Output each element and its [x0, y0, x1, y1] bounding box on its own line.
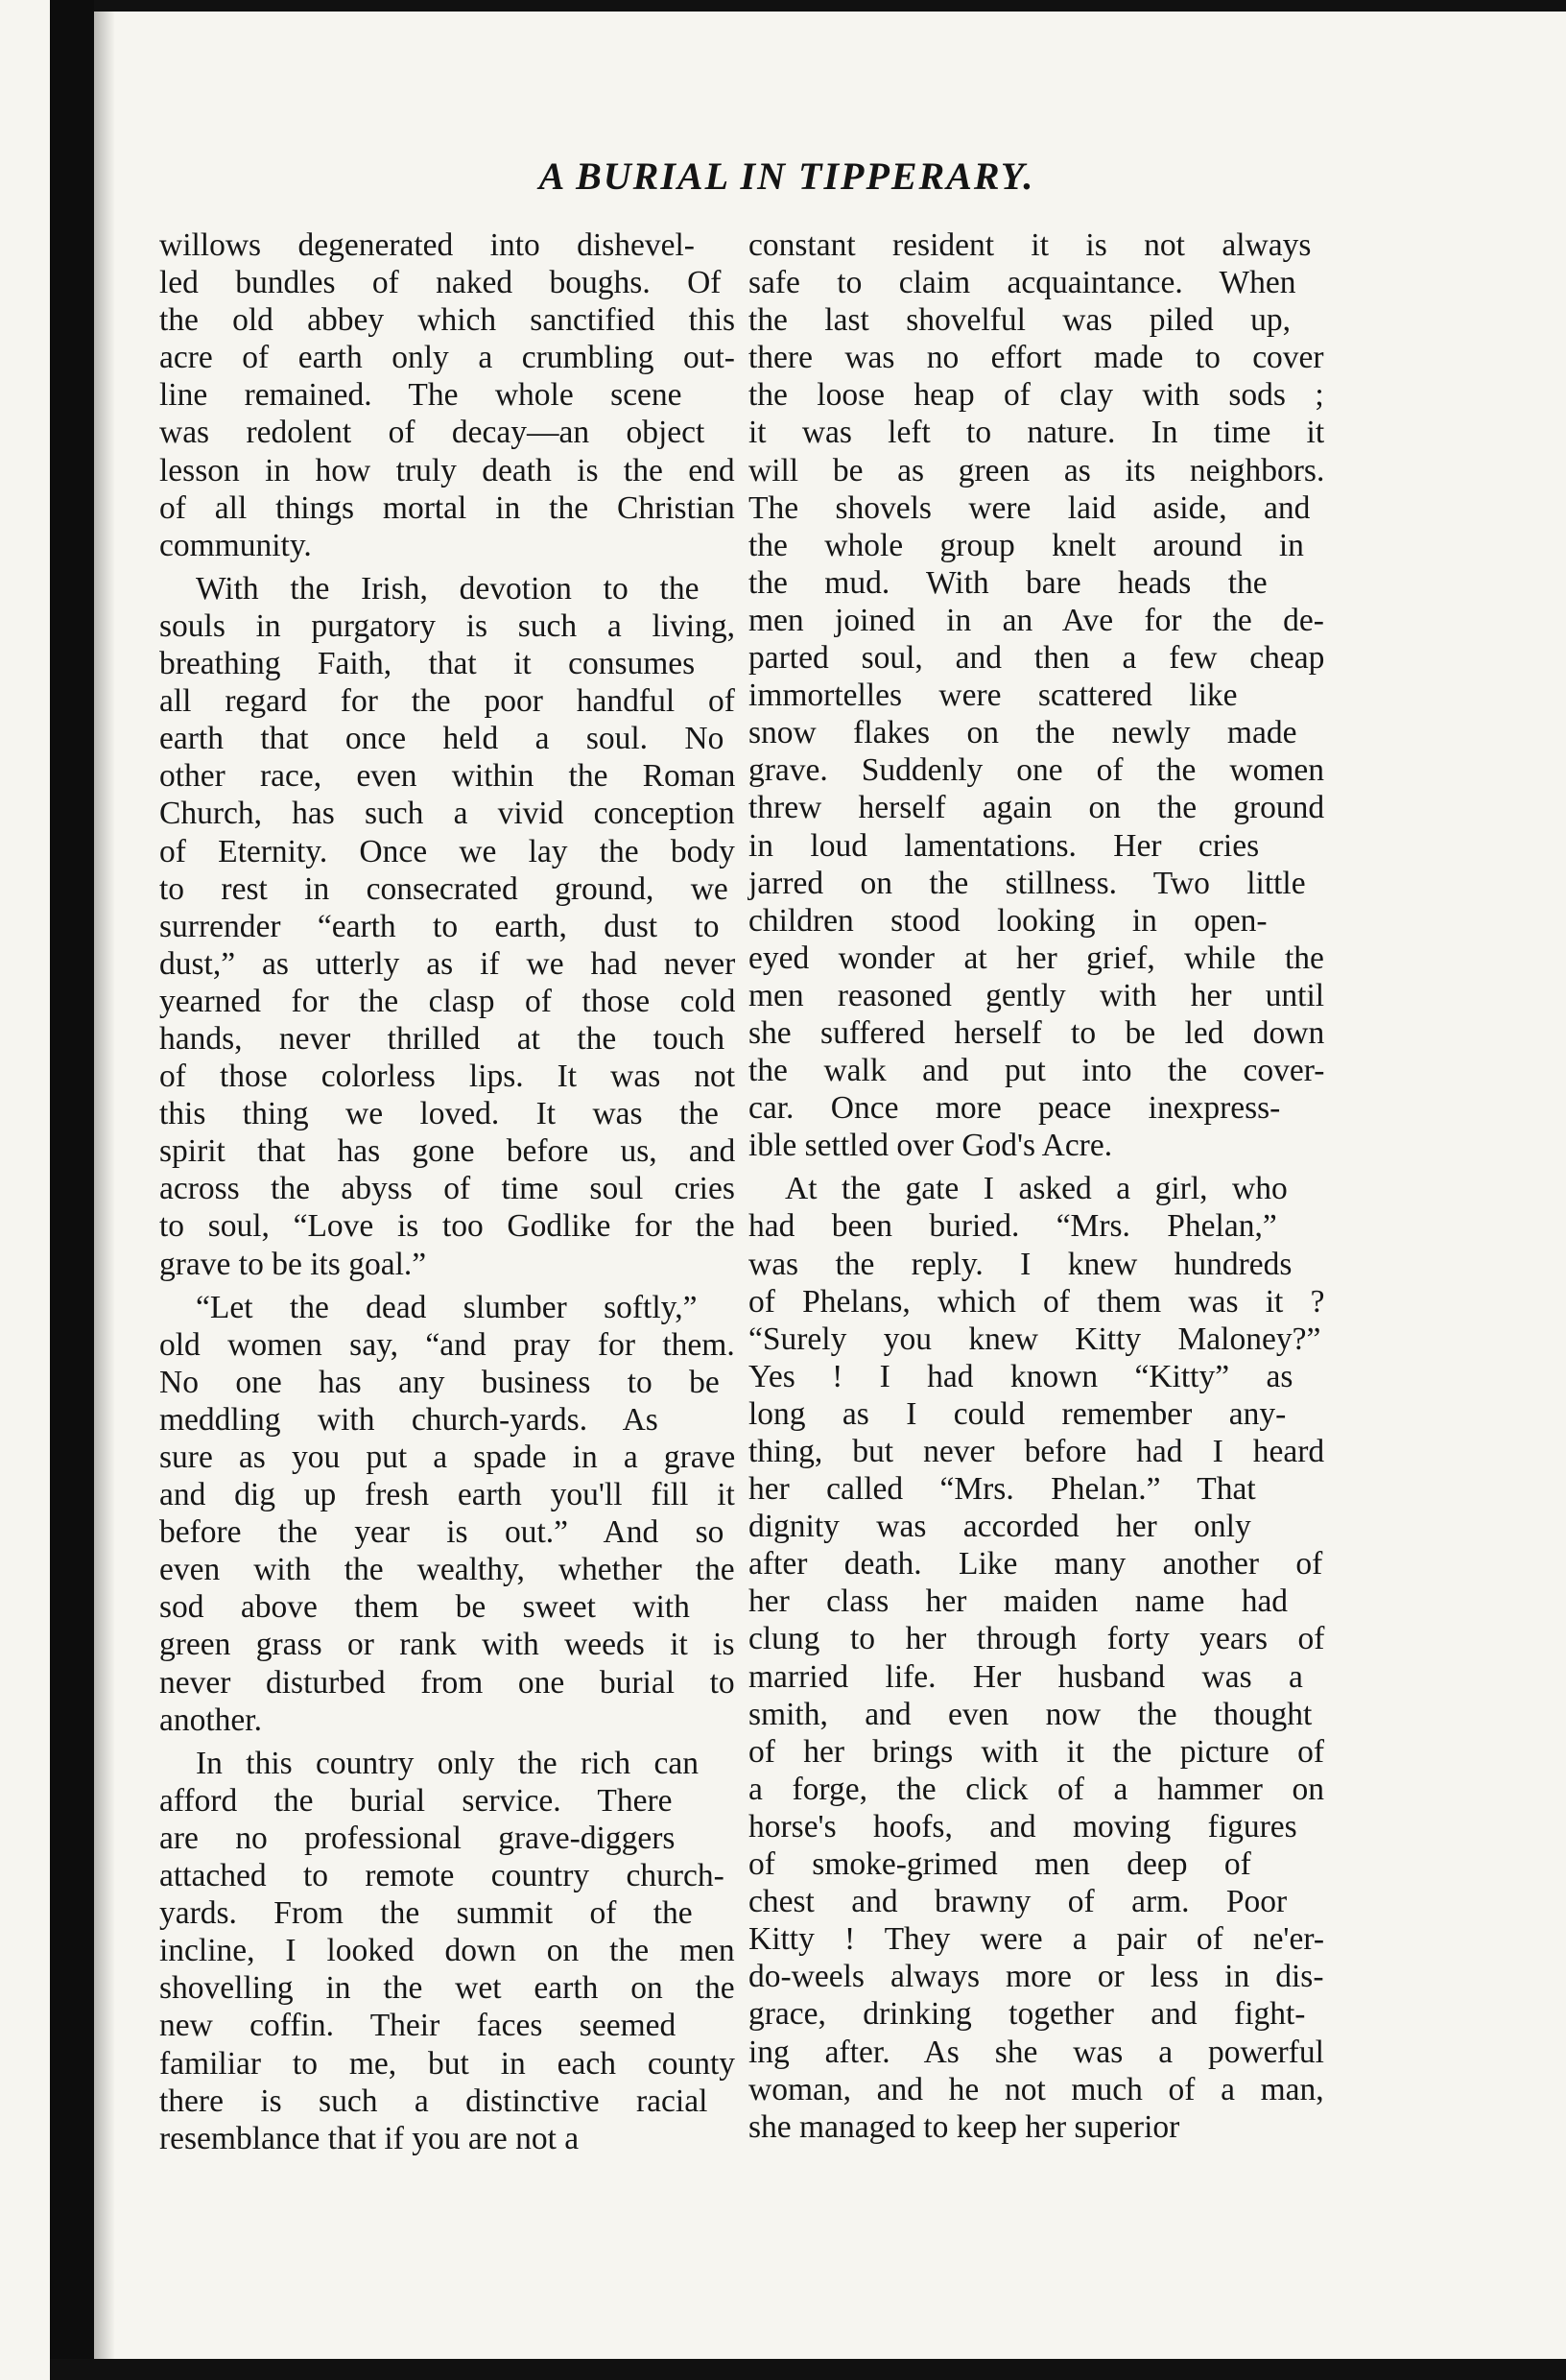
text-line: do-weels always more or less in dis- [748, 1959, 1324, 1995]
text-line: earth that once held a soul. No [159, 721, 724, 757]
text-line: safe to claim acquaintance. When [748, 265, 1296, 301]
text-line: had been buried. “Mrs. Phelan,” [748, 1208, 1277, 1245]
text-line: grave to be its goal.” [159, 1246, 427, 1282]
text-line: threw herself again on the ground [748, 790, 1325, 826]
text-line: men reasoned gently with her until [748, 977, 1325, 1013]
text-line: other race, even within the Roman [159, 758, 736, 795]
text-line: snow flakes on the newly made [748, 715, 1297, 751]
text-line: meddling with church-yards. As [159, 1401, 658, 1438]
text-line: Yes ! I had known “Kitty” as [748, 1358, 1293, 1394]
text-line: eyed wonder at her grief, while the [748, 940, 1324, 976]
text-line: of her brings with it the picture of [748, 1733, 1325, 1770]
running-head: A BURIAL IN TIPPERARY. [538, 155, 1035, 198]
text-line: across the abyss of time soul cries [159, 1171, 735, 1207]
top-scan-edge [94, 0, 1566, 12]
text-line: the old abbey which sanctified this [159, 302, 736, 339]
text-line: In this country only the rich can [196, 1745, 699, 1781]
text-line: she managed to keep her superior [748, 2108, 1180, 2145]
text-line: another. [159, 1702, 262, 1738]
text-line: chest and brawny of arm. Poor [748, 1884, 1288, 1920]
text-line: smith, and even now the thought [748, 1696, 1313, 1732]
text-line: of Phelans, which of them was it ? [748, 1283, 1325, 1320]
text-line: of all things mortal in the Christian [159, 489, 735, 526]
text-line: woman, and he not much of a man, [748, 2071, 1324, 2107]
text-line: dignity was accorded her only [748, 1509, 1251, 1545]
text-line: acre of earth only a crumbling out- [159, 340, 735, 376]
text-line: the last shovelful was piled up, [748, 302, 1291, 339]
text-line: her class her maiden name had [748, 1583, 1289, 1620]
text-line: and dig up fresh earth you'll fill it [159, 1477, 735, 1513]
text-line: clung to her through forty years of [748, 1621, 1325, 1657]
text-line: after death. Like many another of [748, 1546, 1323, 1583]
text-line: thing, but never before had I heard [748, 1434, 1325, 1469]
text-line: of Eternity. Once we lay the body [159, 833, 735, 869]
text-line: yearned for the clasp of those cold [159, 983, 736, 1019]
text-line: With the Irish, devotion to the [196, 570, 700, 607]
text-line: attached to remote country church- [159, 1858, 724, 1894]
text-line: Kitty ! They were a pair of ne'er- [748, 1921, 1324, 1958]
text-line: hands, never thrilled at the touch [159, 1020, 725, 1057]
text-line: green grass or rank with weeds it is [159, 1627, 735, 1663]
text-line: all regard for the poor handful of [159, 683, 735, 720]
text-line: was the reply. I knew hundreds [748, 1246, 1293, 1282]
text-line: new coffin. Their faces seemed [159, 2008, 676, 2044]
text-line: horse's hoofs, and moving figures [748, 1808, 1297, 1844]
text-line: never disturbed from one burial to [159, 1664, 735, 1701]
text-line: car. Once more peace inexpress- [748, 1090, 1281, 1127]
paragraph [748, 226, 1324, 1164]
text-line: No one has any business to be [159, 1364, 720, 1400]
text-line: spirit that has gone before us, and [159, 1133, 736, 1170]
text-line: Church, has such a vivid conception [159, 796, 735, 832]
text-line: of smoke-grimed men deep of [748, 1846, 1251, 1883]
paragraph [159, 226, 735, 564]
text-line: led bundles of naked boughs. Of [159, 265, 722, 301]
text-line: old women say, “and pray for them. [159, 1326, 735, 1363]
gutter-shadow [94, 0, 115, 2380]
text-line: married life. Her husband was a [748, 1658, 1303, 1695]
text-line: jarred on the stillness. Two little [748, 865, 1306, 901]
text-line: At the gate I asked a girl, who [785, 1171, 1288, 1207]
text-line: she suffered herself to be led down [748, 1014, 1325, 1051]
text-line: a forge, the click of a hammer on [748, 1771, 1325, 1807]
text-line: “Let the dead slumber softly,” [196, 1289, 698, 1325]
text-line: “Surely you knew Kitty Maloney?” [748, 1321, 1321, 1357]
book-spine-shadow [50, 0, 94, 2380]
text-line: sod above them be sweet with [159, 1589, 690, 1626]
text-line: her called “Mrs. Phelan.” That [748, 1471, 1256, 1508]
text-column-right [748, 226, 1324, 2146]
text-line: familiar to me, but in each county [159, 2045, 736, 2082]
text-line: long as I could remember any- [748, 1395, 1287, 1432]
paragraph [159, 1745, 735, 2157]
text-line: of those colorless lips. It was not [159, 1059, 736, 1095]
text-line: The shovels were laid aside, and [748, 489, 1311, 526]
text-line: grave. Suddenly one of the women [748, 752, 1325, 789]
text-line: constant resident it is not always [748, 227, 1312, 263]
text-line: dust,” as utterly as if we had never [159, 945, 736, 982]
text-line: it was left to nature. In time it [748, 415, 1325, 451]
text-line: willows degenerated into dishevel- [159, 227, 695, 263]
text-line: the mud. With bare heads the [748, 564, 1268, 601]
text-line: afford the burial service. There [159, 1782, 673, 1819]
text-line: to soul, “Love is too Godlike for the [159, 1208, 735, 1245]
text-line: there is such a distinctive racial [159, 2082, 708, 2119]
text-line: will be as green as its neighbors. [748, 452, 1325, 488]
text-line: to rest in consecrated ground, we [159, 870, 728, 907]
text-line: parted soul, and then a few cheap [748, 640, 1325, 677]
text-line: immortelles were scattered like [748, 678, 1238, 714]
text-line: children stood looking in open- [748, 902, 1268, 939]
paragraph [159, 1289, 735, 1739]
text-line: even with the wealthy, whether the [159, 1552, 735, 1588]
text-line: community. [159, 527, 312, 563]
text-line: are no professional grave-diggers [159, 1820, 676, 1856]
text-line: line remained. The whole scene [159, 377, 682, 414]
text-line: was redolent of decay—an object [159, 415, 705, 451]
text-line: in loud lamentations. Her cries [748, 827, 1260, 864]
text-line: men joined in an Ave for the de- [748, 602, 1324, 638]
text-line: sure as you put a spade in a grave [159, 1440, 736, 1475]
paragraph [748, 1170, 1324, 2145]
text-line: ible settled over God's Acre. [748, 1128, 1113, 1164]
text-line: ing after. As she was a powerful [748, 2034, 1324, 2070]
text-line: souls in purgatory is such a living, [159, 607, 735, 644]
text-line: surrender “earth to earth, dust to [159, 908, 720, 944]
bottom-scan-edge [50, 2359, 1566, 2380]
text-column-left [159, 226, 735, 2157]
text-line: before the year is out.” And so [159, 1514, 724, 1551]
text-line: the whole group knelt around in [748, 527, 1304, 563]
text-line: this thing we loved. It was the [159, 1096, 719, 1132]
paragraph [159, 570, 735, 1283]
text-line: shovelling in the wet earth on the [159, 1970, 735, 2007]
text-line: the loose heap of clay with sods ; [748, 377, 1324, 414]
text-line: resemblance that if you are not a [159, 2120, 580, 2156]
text-line: there was no effort made to cover [748, 340, 1324, 376]
text-line: breathing Faith, that it consumes [159, 646, 696, 682]
text-line: the walk and put into the cover- [748, 1053, 1325, 1089]
text-line: incline, I looked down on the men [159, 1933, 735, 1969]
text-line: yards. From the summit of the [159, 1895, 693, 1932]
text-line: grace, drinking together and fight- [748, 1996, 1306, 2033]
text-line: lesson in how truly death is the end [159, 452, 735, 488]
